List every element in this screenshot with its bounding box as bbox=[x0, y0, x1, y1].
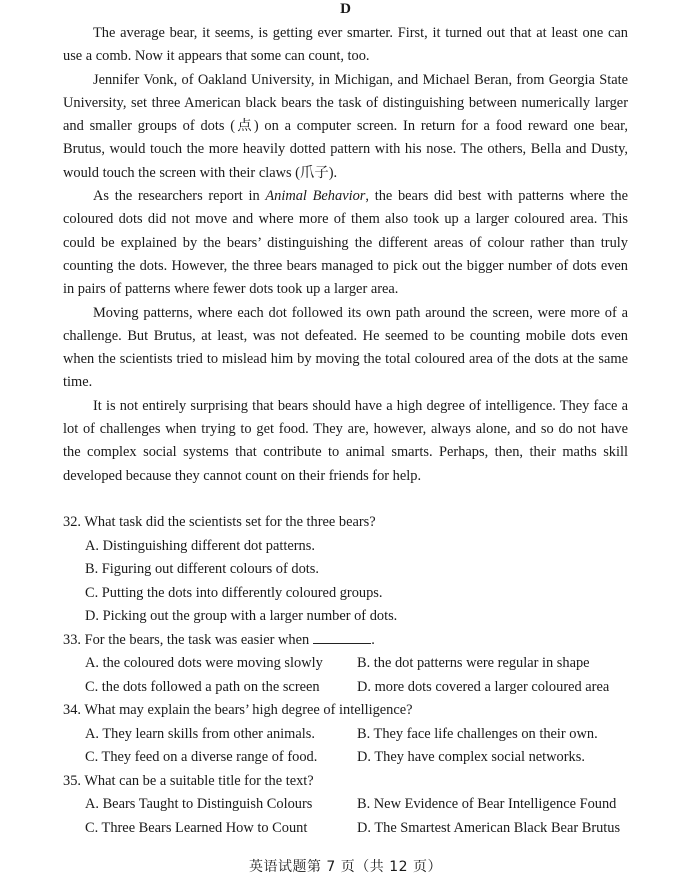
question-list bbox=[63, 511, 643, 840]
question-32-option-d[interactable]: D. Picking out the group with a larger number of dots. bbox=[85, 608, 398, 624]
question-35-option-b[interactable]: B. New Evidence of Bear Intelligence Found bbox=[357, 796, 617, 812]
question-text-end: . bbox=[371, 631, 375, 648]
question-34-option-d[interactable]: D. They have complex social networks. bbox=[357, 749, 585, 765]
question-35-option-d[interactable]: D. The Smartest American Black Bear Brutus bbox=[357, 819, 621, 836]
question-number: 35. bbox=[63, 772, 81, 789]
question-35-option-c[interactable]: C. Three Bears Learned How to Count bbox=[85, 819, 308, 836]
answer-blank[interactable] bbox=[313, 629, 371, 644]
question-35-option-a[interactable]: A. Bears Taught to Distinguish Colours bbox=[85, 796, 313, 812]
question-33-option-d[interactable]: D. more dots covered a larger coloured area bbox=[357, 678, 610, 695]
question-34-stem bbox=[63, 699, 643, 723]
question-34-option-c[interactable]: C. They feed on a diverse range of food. bbox=[85, 749, 318, 765]
question-34-option-b[interactable]: B. They face life challenges on their own. bbox=[357, 725, 598, 742]
question-33-option-c[interactable]: C. the dots followed a path on the screen bbox=[85, 678, 320, 695]
question-text: What may explain the bears’ high degree of intelligence? bbox=[84, 702, 413, 718]
question-33-stem bbox=[63, 629, 643, 653]
journal-title: Animal Behavior bbox=[265, 188, 366, 205]
paragraph-3-lead: As the researchers report in bbox=[93, 188, 266, 205]
question-text: What task did the scientists set for the three bears? bbox=[84, 514, 376, 530]
question-number: 32. bbox=[63, 514, 81, 530]
question-35-stem bbox=[63, 770, 643, 794]
question-number: 34. bbox=[63, 702, 81, 718]
page-footer: 英语试题第 7 页（共 12 页） bbox=[248, 859, 443, 875]
paragraph-3 bbox=[63, 185, 628, 301]
question-32-option-b[interactable]: B. Figuring out different colours of dots. bbox=[85, 561, 319, 577]
reading-passage bbox=[63, 22, 628, 488]
question-32-stem bbox=[63, 511, 643, 535]
question-33-option-a[interactable]: A. the coloured dots were moving slowly bbox=[85, 655, 323, 671]
question-33-option-b[interactable]: B. the dot patterns were regular in shape bbox=[357, 655, 590, 671]
question-text: What can be a suitable title for the text? bbox=[84, 772, 314, 789]
question-32-option-c[interactable]: C. Putting the dots into differently coloured groups. bbox=[85, 584, 383, 601]
paragraph-4: Moving patterns, where each dot followed its own path around the screen, were more of a challenge. But Brutus, at least, was not defeated. He seemed to be counting mobile dots even when the scientists tried to mislead him by moving the total coloured area of the dots at the same time. bbox=[63, 304, 628, 391]
question-34-option-a[interactable]: A. They learn skills from other animals. bbox=[85, 725, 315, 742]
paragraph-2: Jennifer Vonk, of Oakland University, in Michigan, and Michael Beran, from Georgia State University, set three American black bears the task of distinguishing between numerically larger and smaller groups of dots (点) on a computer screen. In return for a food reward one bear, Brutus, would touch the more heavily dotted pattern with his nose. The others, Bella and Dusty, would touch the screen with their claws (爪子). bbox=[63, 71, 628, 181]
paragraph-3-rest: , the bears did best with patterns where the coloured dots did not move and where more of them also took up a larger coloured area. This could be explained by the bears’ distinguishing the different areas of colour rather than truly counting the dots. However, the three bears managed to pick out the bigger number of dots even in pairs of patterns where fewer dots took up a larger area. bbox=[63, 188, 629, 298]
paragraph-5: It is not entirely surprising that bears should have a high degree of intelligence. They face a lot of challenges when trying to get food. They are, however, always alone, and so do not have the complex social systems that contribute to animal smarts. Perhaps, then, their maths skill developed because they cannot count on their friends for help. bbox=[63, 397, 628, 484]
question-32-option-a[interactable]: A. Distinguishing different dot patterns. bbox=[85, 537, 315, 554]
section-title: D bbox=[340, 1, 351, 17]
question-text: For the bears, the task was easier when bbox=[84, 631, 310, 648]
question-number: 33. bbox=[63, 631, 81, 648]
paragraph-1: The average bear, it seems, is getting ever smarter. First, it turned out that at least one can use a comb. Now it appears that some can count, too. bbox=[63, 25, 628, 65]
